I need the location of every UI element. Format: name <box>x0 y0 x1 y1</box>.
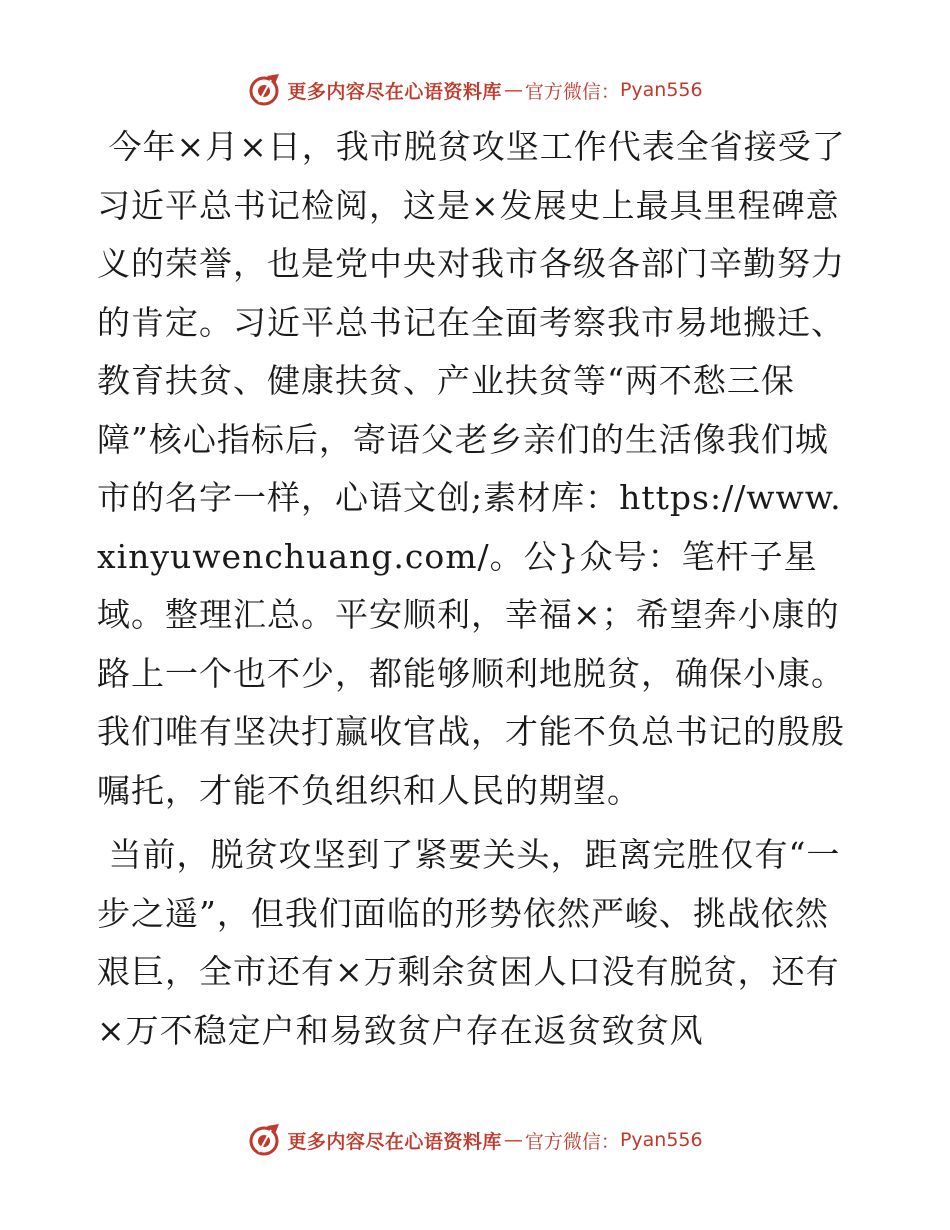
footer-main-text: 更多内容尽在心语资料库 <box>287 1130 502 1153</box>
banner-wechat-id: Pyan556 <box>619 79 703 101</box>
footer-wechat-id: Pyan556 <box>619 1129 703 1151</box>
footer-separator: — <box>503 1129 523 1151</box>
header-banner <box>0 70 950 110</box>
footer-wechat-label: 官方微信： <box>524 1130 620 1153</box>
banner-wechat-label: 官方微信： <box>524 80 620 103</box>
footer-banner <box>0 1120 950 1160</box>
document-body <box>97 118 857 1060</box>
paragraph-1: 今年×月×日，我市脱贫攻坚工作代表全省接受了习近平总书记检阅，这是×发展史上最具里程碑意义的荣誉，也是党中央对我市各级各部门辛勤努力的肯定。习近平总书记在全面考察我市易地搬迁、教育扶贫、健康扶贫、产业扶贫等“两不愁三保障”核心指标后，寄语父老乡亲们的生活像我们城市的名字一样，心语文创;素材库：https://www.xinyuwenchuang.com/。公}众号：笔杆子星域。整理汇总。平安顺利，幸福×；希望奔小康的路上一个也不少，都能够顺利地脱贫，确保小康。我们唯有坚决打赢收官战，才能不负总书记的殷殷嘱托，才能不负组织和人民的期望。 <box>97 127 846 810</box>
banner-main-text: 更多内容尽在心语资料库 <box>287 80 502 103</box>
banner-separator: — <box>503 79 523 101</box>
brand-logo-icon <box>247 1122 283 1158</box>
brand-logo-icon <box>247 72 283 108</box>
paragraph-2: 当前，脱贫攻坚到了紧要关头，距离完胜仅有“一步之遥”，但我们面临的形势依然严峻、挑战依然艰巨，全市还有×万剩余贫困人口没有脱贫，还有×万不稳定户和易致贫户存在返贫致贫风 <box>97 835 841 1050</box>
